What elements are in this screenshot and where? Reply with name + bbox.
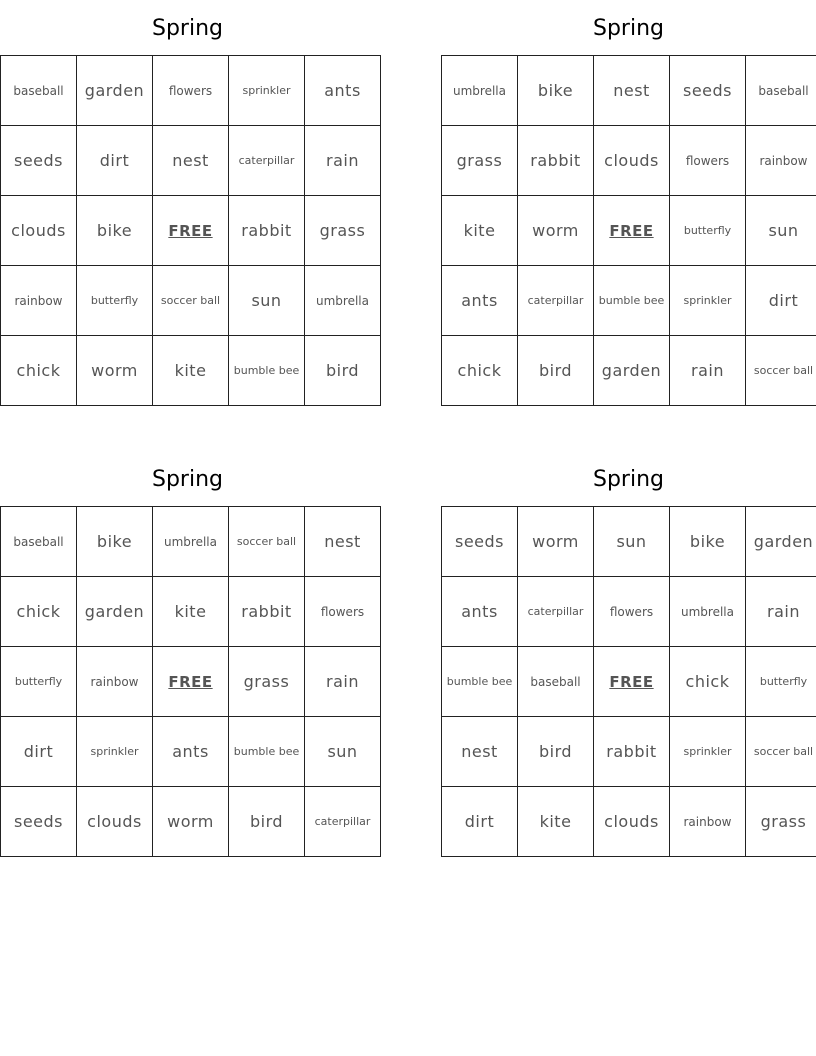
grid-cell: dirt (1, 717, 77, 787)
grid-cell: umbrella (305, 266, 381, 336)
grid-cell: rabbit (229, 196, 305, 266)
grid-cell: grass (229, 647, 305, 717)
grid-cell: bird (305, 336, 381, 406)
grid-cell: flowers (153, 56, 229, 126)
grid-cell: sun (229, 266, 305, 336)
grid-cell: butterfly (77, 266, 153, 336)
grid-cell: chick (442, 336, 518, 406)
grid-cell: bike (77, 507, 153, 577)
grid-row (442, 577, 816, 647)
grid-cell: clouds (77, 787, 153, 857)
grid-cell: sprinkler (670, 266, 746, 336)
grid-row (442, 507, 816, 577)
grid-cell: nest (594, 56, 670, 126)
grid-cell: soccer ball (153, 266, 229, 336)
grid-cell: kite (153, 577, 229, 647)
grid-cell: baseball (1, 507, 77, 577)
grid-cell: bike (670, 507, 746, 577)
grid-row (1, 266, 381, 336)
grid-cell: seeds (442, 507, 518, 577)
grid-cell: kite (153, 336, 229, 406)
grid-cell: ants (442, 266, 518, 336)
grid-row (442, 266, 816, 336)
grid-cell: kite (518, 787, 594, 857)
grid-row (1, 577, 381, 647)
free-cell: FREE (153, 647, 229, 717)
grid-row (1, 717, 381, 787)
grid-row (442, 336, 816, 406)
grid-cell: sun (746, 196, 816, 266)
grid-cell: caterpillar (229, 126, 305, 196)
grid-cell: rainbow (1, 266, 77, 336)
grid-cell: nest (305, 507, 381, 577)
free-cell: FREE (594, 196, 670, 266)
card-title: Spring (593, 467, 664, 492)
grid-cell: rain (305, 647, 381, 717)
grid-cell: dirt (77, 126, 153, 196)
grid-cell: clouds (1, 196, 77, 266)
grid-cell: sprinkler (229, 56, 305, 126)
grid-row (1, 196, 381, 266)
grid-cell: flowers (305, 577, 381, 647)
grid-cell: butterfly (746, 647, 816, 717)
grid-cell: dirt (746, 266, 816, 336)
grid-cell: garden (746, 507, 816, 577)
grid-cell: rain (670, 336, 746, 406)
grid-cell: dirt (442, 787, 518, 857)
grid-cell: bumble bee (594, 266, 670, 336)
free-cell: FREE (594, 647, 670, 717)
grid-cell: flowers (670, 126, 746, 196)
grid-cell: bike (77, 196, 153, 266)
grid-cell: kite (442, 196, 518, 266)
grid-cell: rainbow (77, 647, 153, 717)
grid-cell: rainbow (670, 787, 746, 857)
grid-cell: rain (746, 577, 816, 647)
grid-cell: baseball (1, 56, 77, 126)
grid-cell: grass (746, 787, 816, 857)
grid-row (442, 196, 816, 266)
bingo-grid (0, 55, 381, 406)
grid-cell: rabbit (518, 126, 594, 196)
grid-cell: butterfly (1, 647, 77, 717)
grid-cell: umbrella (442, 56, 518, 126)
grid-cell: nest (442, 717, 518, 787)
grid-row (442, 126, 816, 196)
grid-cell: bike (518, 56, 594, 126)
grid-cell: seeds (1, 126, 77, 196)
grid-cell: baseball (518, 647, 594, 717)
grid-cell: sun (594, 507, 670, 577)
grid-cell: rain (305, 126, 381, 196)
grid-cell: bird (518, 717, 594, 787)
grid-cell: soccer ball (746, 717, 816, 787)
grid-cell: soccer ball (229, 507, 305, 577)
grid-cell: chick (670, 647, 746, 717)
grid-cell: ants (153, 717, 229, 787)
card-title: Spring (152, 467, 223, 492)
grid-cell: worm (518, 507, 594, 577)
bingo-grid (441, 55, 816, 406)
grid-row (1, 56, 381, 126)
grid-cell: bird (229, 787, 305, 857)
grid-cell: grass (442, 126, 518, 196)
grid-row (1, 126, 381, 196)
bingo-grid (0, 506, 381, 857)
grid-cell: caterpillar (518, 577, 594, 647)
grid-cell: ants (305, 56, 381, 126)
grid-cell: clouds (594, 787, 670, 857)
grid-row (1, 647, 381, 717)
grid-cell: umbrella (670, 577, 746, 647)
grid-cell: chick (1, 577, 77, 647)
grid-cell: caterpillar (305, 787, 381, 857)
grid-cell: garden (594, 336, 670, 406)
grid-cell: seeds (1, 787, 77, 857)
grid-cell: rabbit (594, 717, 670, 787)
grid-row (442, 647, 816, 717)
grid-cell: soccer ball (746, 336, 816, 406)
grid-cell: flowers (594, 577, 670, 647)
card-title: Spring (593, 16, 664, 41)
grid-cell: nest (153, 126, 229, 196)
grid-cell: worm (77, 336, 153, 406)
grid-cell: baseball (746, 56, 816, 126)
grid-row (442, 717, 816, 787)
grid-cell: garden (77, 56, 153, 126)
grid-row (1, 507, 381, 577)
card-title: Spring (152, 16, 223, 41)
grid-cell: worm (153, 787, 229, 857)
grid-cell: ants (442, 577, 518, 647)
grid-cell: grass (305, 196, 381, 266)
grid-row (1, 787, 381, 857)
grid-cell: garden (77, 577, 153, 647)
grid-row (1, 336, 381, 406)
grid-cell: butterfly (670, 196, 746, 266)
grid-cell: rainbow (746, 126, 816, 196)
free-cell: FREE (153, 196, 229, 266)
grid-cell: rabbit (229, 577, 305, 647)
bingo-grid (441, 506, 816, 857)
grid-cell: sprinkler (77, 717, 153, 787)
grid-cell: seeds (670, 56, 746, 126)
grid-cell: bumble bee (229, 336, 305, 406)
grid-cell: bumble bee (229, 717, 305, 787)
grid-cell: bumble bee (442, 647, 518, 717)
grid-cell: sprinkler (670, 717, 746, 787)
grid-cell: clouds (594, 126, 670, 196)
grid-cell: caterpillar (518, 266, 594, 336)
grid-cell: bird (518, 336, 594, 406)
grid-row (442, 787, 816, 857)
grid-cell: chick (1, 336, 77, 406)
grid-cell: worm (518, 196, 594, 266)
grid-row (442, 56, 816, 126)
grid-cell: umbrella (153, 507, 229, 577)
grid-cell: sun (305, 717, 381, 787)
